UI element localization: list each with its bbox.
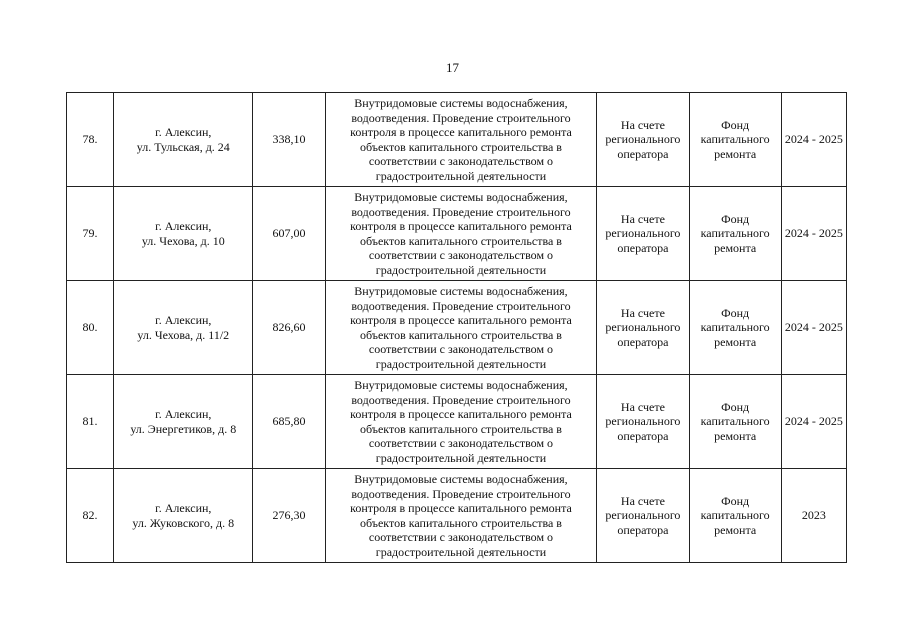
address-city: г. Алексин, <box>155 501 212 515</box>
area-cell: 338,10 <box>253 93 325 187</box>
account-cell: На счете регионального оператора <box>597 187 689 281</box>
area-cell: 607,00 <box>253 187 325 281</box>
address-street: ул. Энергетиков, д. 8 <box>130 421 237 436</box>
row-number: 80. <box>67 281 114 375</box>
address-city: г. Алексин, <box>155 219 212 233</box>
account-cell: На счете регионального оператора <box>597 281 689 375</box>
address-cell <box>114 281 253 375</box>
account-cell: На счете регионального оператора <box>597 375 689 469</box>
row-number: 82. <box>67 469 114 563</box>
table-body <box>67 93 847 563</box>
table-row <box>67 281 847 375</box>
period-cell: 2024 - 2025 <box>781 375 846 469</box>
funding-source-cell: Фонд капитального ремонта <box>689 93 781 187</box>
period-cell: 2024 - 2025 <box>781 187 846 281</box>
address-street: ул. Жуковского, д. 8 <box>132 515 235 530</box>
address-cell <box>114 375 253 469</box>
row-number: 78. <box>67 93 114 187</box>
area-cell: 685,80 <box>253 375 325 469</box>
works-description-cell: Внутридомовые системы водоснабжения, водоотведения. Проведение строительного контроля в процессе капитального ремонта объектов капитального строительства в соответствии с законодательством о градостроительной деятельности <box>325 93 597 187</box>
funding-source-cell: Фонд капитального ремонта <box>689 187 781 281</box>
address-city: г. Алексин, <box>155 407 212 421</box>
period-cell: 2024 - 2025 <box>781 93 846 187</box>
row-number: 79. <box>67 187 114 281</box>
address-city: г. Алексин, <box>155 125 212 139</box>
table-row <box>67 375 847 469</box>
address-street: ул. Тульская, д. 24 <box>136 139 230 154</box>
period-cell: 2023 <box>781 469 846 563</box>
address-cell <box>114 187 253 281</box>
table-row <box>67 469 847 563</box>
works-description-cell: Внутридомовые системы водоснабжения, водоотведения. Проведение строительного контроля в процессе капитального ремонта объектов капитального строительства в соответствии с законодательством о градостроительной деятельности <box>325 375 597 469</box>
row-number: 81. <box>67 375 114 469</box>
funding-source-cell: Фонд капитального ремонта <box>689 375 781 469</box>
page-number: 17 <box>446 60 459 75</box>
works-description-cell: Внутридомовые системы водоснабжения, водоотведения. Проведение строительного контроля в процессе капитального ремонта объектов капитального строительства в соответствии с законодательством о градостроительной деятельности <box>325 187 597 281</box>
repair-registry-table <box>66 92 847 563</box>
area-cell: 826,60 <box>253 281 325 375</box>
address-street: ул. Чехова, д. 11/2 <box>137 327 230 342</box>
address-street: ул. Чехова, д. 10 <box>141 233 225 248</box>
address-cell <box>114 469 253 563</box>
works-description-cell: Внутридомовые системы водоснабжения, водоотведения. Проведение строительного контроля в процессе капитального ремонта объектов капитального строительства в соответствии с законодательством о градостроительной деятельности <box>325 281 597 375</box>
account-cell: На счете регионального оператора <box>597 469 689 563</box>
account-cell: На счете регионального оператора <box>597 93 689 187</box>
area-cell: 276,30 <box>253 469 325 563</box>
table-row <box>67 187 847 281</box>
address-city: г. Алексин, <box>155 313 212 327</box>
funding-source-cell: Фонд капитального ремонта <box>689 281 781 375</box>
table-row <box>67 93 847 187</box>
funding-source-cell: Фонд капитального ремонта <box>689 469 781 563</box>
works-description-cell: Внутридомовые системы водоснабжения, водоотведения. Проведение строительного контроля в процессе капитального ремонта объектов капитального строительства в соответствии с законодательством о градостроительной деятельности <box>325 469 597 563</box>
period-cell: 2024 - 2025 <box>781 281 846 375</box>
address-cell <box>114 93 253 187</box>
